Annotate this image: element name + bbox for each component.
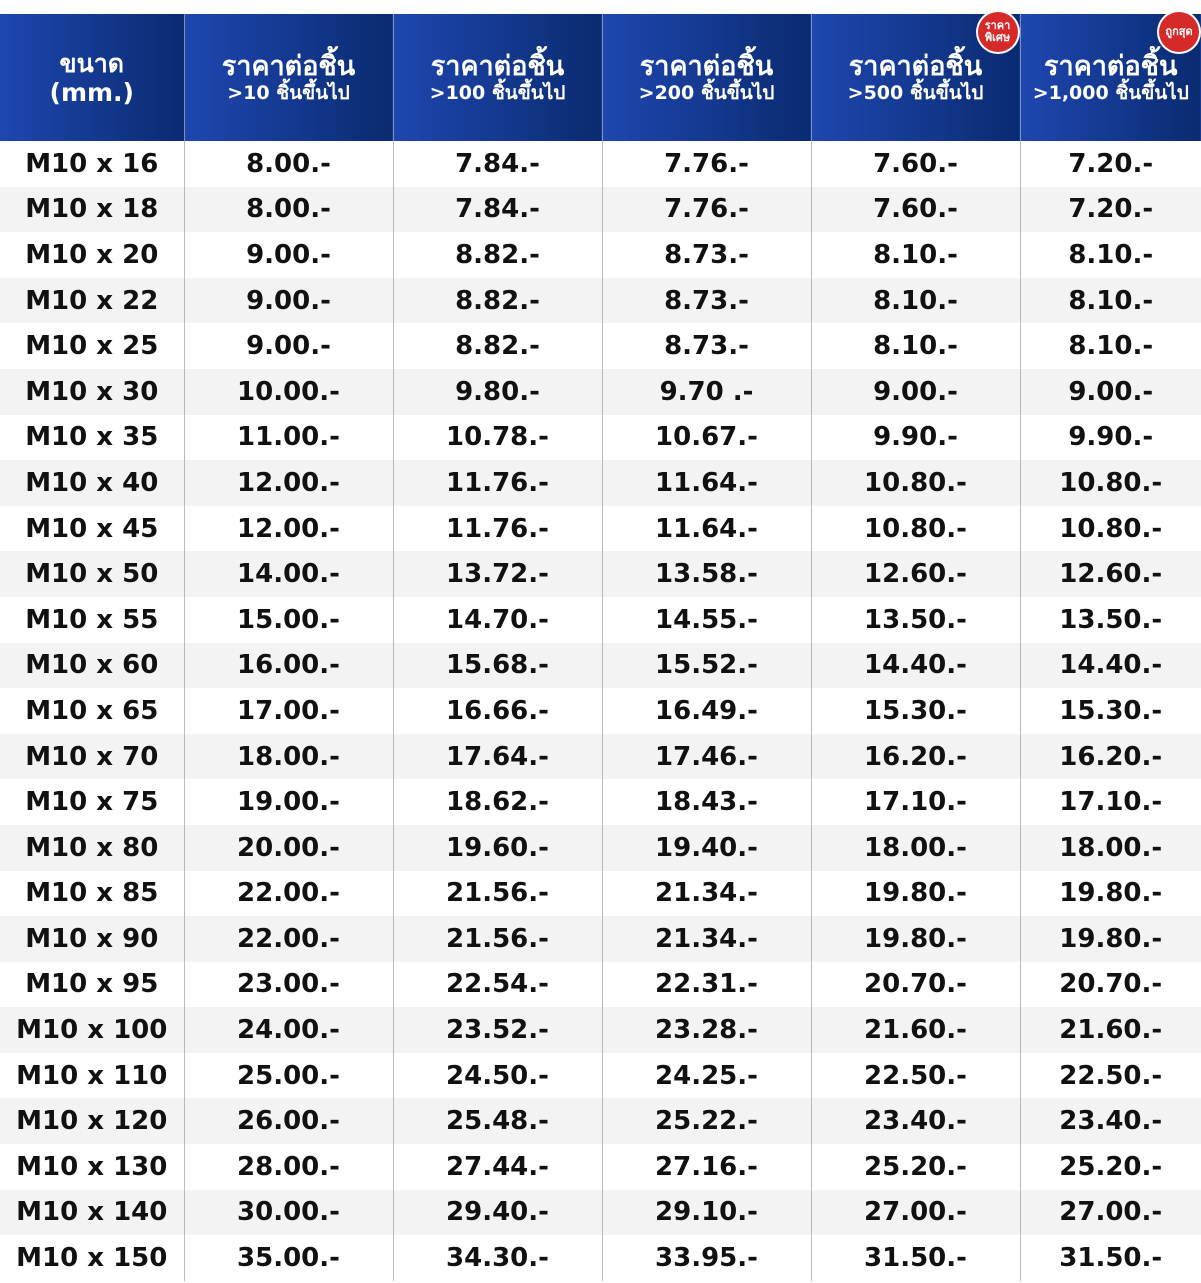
header-tier-200 — [602, 14, 811, 141]
price-200-cell: 11.64.- — [602, 460, 811, 506]
header-tier-10 — [184, 14, 393, 141]
price-500-cell: 8.10.- — [811, 232, 1020, 278]
table-row — [0, 506, 1201, 552]
price-10-cell: 12.00.- — [184, 506, 393, 552]
price-100-cell: 7.84.- — [393, 141, 602, 187]
price-500-cell: 15.30.- — [811, 688, 1020, 734]
header-size-unit: (mm.) — [49, 77, 134, 107]
price-100-cell: 24.50.- — [393, 1053, 602, 1099]
price-1000-cell: 8.10.- — [1020, 278, 1201, 324]
price-200-cell: 8.73.- — [602, 232, 811, 278]
size-cell: M10 x 40 — [0, 460, 184, 506]
price-10-cell: 12.00.- — [184, 460, 393, 506]
price-10-cell: 35.00.- — [184, 1235, 393, 1281]
price-500-cell: 9.00.- — [811, 369, 1020, 415]
price-200-cell: 8.73.- — [602, 323, 811, 369]
price-500-cell: 17.10.- — [811, 779, 1020, 825]
price-100-cell: 9.80.- — [393, 369, 602, 415]
price-200-cell: 7.76.- — [602, 141, 811, 187]
size-cell: M10 x 65 — [25, 695, 159, 726]
price-100-cell: 8.82.- — [393, 278, 602, 324]
price-100-cell: 19.60.- — [393, 825, 602, 871]
size-cell: M10 x 45 — [25, 513, 159, 544]
price-500-cell: 13.50.- — [811, 597, 1020, 643]
header-size — [0, 14, 184, 141]
tier-quantity: >500 ชิ้นขึ้นไป — [847, 81, 984, 104]
size-cell: M10 x 75 — [25, 787, 159, 818]
price-200-cell: 19.40.- — [602, 825, 811, 871]
table-row — [0, 643, 1201, 689]
price-1000-cell: 12.60.- — [1020, 551, 1201, 597]
size-cell: M10 x 16 — [25, 148, 159, 179]
price-100-cell: 11.76.- — [393, 460, 602, 506]
price-1000-cell: 23.40.- — [1020, 1098, 1201, 1144]
price-10-cell: 22.00.- — [184, 871, 393, 917]
price-500-cell: 16.20.- — [811, 734, 1020, 780]
price-200-cell: 14.55.- — [602, 597, 811, 643]
size-cell: M10 x 70 — [0, 734, 184, 780]
price-500-cell: 31.50.- — [811, 1235, 1020, 1281]
price-1000-cell: 17.10.- — [1020, 779, 1201, 825]
price-500-cell: 23.40.- — [811, 1098, 1020, 1144]
size-cell: M10 x 20 — [25, 239, 159, 270]
tier-title: ราคาต่อชิ้น — [1044, 50, 1178, 82]
price-100-cell: 29.40.- — [393, 1190, 602, 1236]
tier-title: ราคาต่อชิ้น — [430, 50, 565, 82]
header-tier-500 — [811, 14, 1020, 141]
price-1000-cell: 15.30.- — [1020, 688, 1201, 734]
price-100-cell: 17.64.- — [393, 734, 602, 780]
price-200-cell: 29.10.- — [602, 1190, 811, 1236]
size-cell: M10 x 55 — [25, 604, 159, 635]
tier-title: ราคาต่อชิ้น — [221, 50, 356, 82]
table-row — [0, 734, 1201, 780]
price-100-cell: 25.48.- — [393, 1098, 602, 1144]
price-500-cell: 9.90.- — [811, 415, 1020, 461]
size-cell: M10 x 95 — [25, 969, 159, 1000]
price-1000-cell: 7.20.- — [1020, 187, 1201, 233]
price-200-cell: 9.70 .- — [602, 369, 811, 415]
price-1000-cell: 27.00.- — [1020, 1190, 1201, 1236]
header-tier-100 — [393, 14, 602, 141]
price-10-cell: 15.00.- — [184, 597, 393, 643]
price-10-cell: 14.00.- — [184, 551, 393, 597]
price-1000-cell: 9.00.- — [1020, 369, 1201, 415]
tier-quantity: >200 ชิ้นขึ้นไป — [638, 81, 775, 104]
price-1000-cell: 18.00.- — [1020, 825, 1201, 871]
price-1000-cell: 19.80.- — [1020, 871, 1201, 917]
size-cell: M10 x 30 — [0, 369, 184, 415]
price-100-cell: 10.78.- — [393, 415, 602, 461]
price-200-cell: 13.58.- — [602, 551, 811, 597]
price-200-cell: 17.46.- — [602, 734, 811, 780]
price-500-cell: 21.60.- — [811, 1007, 1020, 1053]
price-1000-cell: 20.70.- — [1020, 962, 1201, 1008]
size-cell: M10 x 110 — [16, 1060, 168, 1091]
price-200-cell: 33.95.- — [602, 1235, 811, 1281]
price-100-cell: 11.76.- — [393, 506, 602, 552]
price-10-cell: 25.00.- — [184, 1053, 393, 1099]
price-200-cell: 24.25.- — [602, 1053, 811, 1099]
price-100-cell: 34.30.- — [393, 1235, 602, 1281]
price-500-cell: 19.80.- — [811, 916, 1020, 962]
header-row — [0, 14, 1201, 141]
size-cell: M10 x 150 — [16, 1243, 168, 1274]
price-500-cell: 8.10.- — [811, 323, 1020, 369]
table-row — [0, 278, 1201, 324]
price-100-cell: 27.44.- — [393, 1144, 602, 1190]
size-cell: M10 x 80 — [0, 825, 184, 871]
price-10-cell: 24.00.- — [184, 1007, 393, 1053]
price-200-cell: 16.49.- — [602, 688, 811, 734]
price-100-cell: 18.62.- — [393, 779, 602, 825]
price-10-cell: 30.00.- — [184, 1190, 393, 1236]
size-cell: M10 x 120 — [0, 1098, 184, 1144]
price-10-cell: 11.00.- — [184, 415, 393, 461]
price-100-cell: 21.56.- — [393, 871, 602, 917]
size-cell: M10 x 60 — [0, 643, 184, 689]
table-row — [0, 871, 1201, 917]
table-row — [0, 460, 1201, 506]
price-500-cell: 19.80.- — [811, 871, 1020, 917]
price-500-cell: 10.80.- — [811, 460, 1020, 506]
price-1000-cell: 19.80.- — [1020, 916, 1201, 962]
price-500-cell: 20.70.- — [811, 962, 1020, 1008]
price-1000-cell: 7.20.- — [1020, 141, 1201, 187]
price-1000-cell: 16.20.- — [1020, 734, 1201, 780]
price-200-cell: 21.34.- — [602, 871, 811, 917]
price-10-cell: 9.00.- — [184, 323, 393, 369]
price-200-cell: 10.67.- — [602, 415, 811, 461]
price-200-cell: 18.43.- — [602, 779, 811, 825]
size-cell: M10 x 90 — [0, 916, 184, 962]
price-100-cell: 13.72.- — [393, 551, 602, 597]
price-10-cell: 8.00.- — [184, 141, 393, 187]
table-row — [0, 1235, 1201, 1281]
tier-quantity: >1,000 ชิ้นขึ้นไป — [1032, 81, 1189, 104]
price-100-cell: 21.56.- — [393, 916, 602, 962]
tier-quantity: >100 ชิ้นขึ้นไป — [429, 81, 566, 104]
table-row — [0, 1190, 1201, 1236]
table-row — [0, 1007, 1201, 1053]
price-200-cell: 25.22.- — [602, 1098, 811, 1144]
table-row — [0, 916, 1201, 962]
price-1000-cell: 31.50.- — [1020, 1235, 1201, 1281]
cheapest-badge: ถูกสุด — [1159, 12, 1199, 52]
price-200-cell: 8.73.- — [602, 278, 811, 324]
size-cell: M10 x 22 — [0, 278, 184, 324]
table-row — [0, 825, 1201, 871]
price-1000-cell: 8.10.- — [1020, 323, 1201, 369]
table-row — [0, 187, 1201, 233]
price-200-cell: 22.31.- — [602, 962, 811, 1008]
price-100-cell: 7.84.- — [393, 187, 602, 233]
table-row — [0, 688, 1201, 734]
table-row — [0, 551, 1201, 597]
price-10-cell: 9.00.- — [184, 232, 393, 278]
price-500-cell: 7.60.- — [811, 187, 1020, 233]
price-500-cell: 25.20.- — [811, 1144, 1020, 1190]
price-table — [0, 14, 1201, 1281]
table-row — [0, 141, 1201, 187]
price-500-cell: 18.00.- — [811, 825, 1020, 871]
table-row — [0, 232, 1201, 278]
price-1000-cell: 10.80.- — [1020, 506, 1201, 552]
price-10-cell: 26.00.- — [184, 1098, 393, 1144]
price-10-cell: 20.00.- — [184, 825, 393, 871]
price-1000-cell: 9.90.- — [1020, 415, 1201, 461]
price-200-cell: 15.52.- — [602, 643, 811, 689]
price-200-cell: 27.16.- — [602, 1144, 811, 1190]
price-10-cell: 9.00.- — [184, 278, 393, 324]
size-cell: M10 x 100 — [0, 1007, 184, 1053]
table-row — [0, 597, 1201, 643]
price-1000-cell: 22.50.- — [1020, 1053, 1201, 1099]
price-100-cell: 22.54.- — [393, 962, 602, 1008]
table-row — [0, 415, 1201, 461]
table-row — [0, 369, 1201, 415]
price-200-cell: 11.64.- — [602, 506, 811, 552]
size-cell: M10 x 25 — [25, 331, 159, 362]
price-500-cell: 22.50.- — [811, 1053, 1020, 1099]
table-row — [0, 1053, 1201, 1099]
price-10-cell: 18.00.- — [184, 734, 393, 780]
price-100-cell: 23.52.- — [393, 1007, 602, 1053]
size-cell: M10 x 35 — [25, 422, 159, 453]
price-200-cell: 7.76.- — [602, 187, 811, 233]
header-size-label: ขนาด — [59, 48, 124, 78]
price-10-cell: 17.00.- — [184, 688, 393, 734]
price-10-cell: 22.00.- — [184, 916, 393, 962]
table-row — [0, 1098, 1201, 1144]
price-10-cell: 19.00.- — [184, 779, 393, 825]
price-10-cell: 23.00.- — [184, 962, 393, 1008]
table-row — [0, 323, 1201, 369]
header-tier-1000 — [1020, 14, 1201, 141]
price-10-cell: 16.00.- — [184, 643, 393, 689]
size-cell: M10 x 140 — [0, 1190, 184, 1236]
price-10-cell: 8.00.- — [184, 187, 393, 233]
price-10-cell: 10.00.- — [184, 369, 393, 415]
price-1000-cell: 10.80.- — [1020, 460, 1201, 506]
tier-title: ราคาต่อชิ้น — [848, 50, 983, 82]
tier-quantity: >10 ชิ้นขึ้นไป — [227, 81, 350, 104]
price-500-cell: 12.60.- — [811, 551, 1020, 597]
price-100-cell: 8.82.- — [393, 323, 602, 369]
price-500-cell: 7.60.- — [811, 141, 1020, 187]
price-1000-cell: 8.10.- — [1020, 232, 1201, 278]
price-1000-cell: 25.20.- — [1020, 1144, 1201, 1190]
price-500-cell: 8.10.- — [811, 278, 1020, 324]
price-1000-cell: 14.40.- — [1020, 643, 1201, 689]
price-100-cell: 16.66.- — [393, 688, 602, 734]
table-body — [0, 141, 1201, 1281]
size-cell: M10 x 50 — [0, 551, 184, 597]
price-200-cell: 21.34.- — [602, 916, 811, 962]
special-price-badge: ราคา พิเศษ — [978, 12, 1018, 52]
price-100-cell: 8.82.- — [393, 232, 602, 278]
price-1000-cell: 21.60.- — [1020, 1007, 1201, 1053]
price-200-cell: 23.28.- — [602, 1007, 811, 1053]
price-10-cell: 28.00.- — [184, 1144, 393, 1190]
tier-title: ราคาต่อชิ้น — [639, 50, 774, 82]
price-100-cell: 15.68.- — [393, 643, 602, 689]
table-row — [0, 1144, 1201, 1190]
table-row — [0, 779, 1201, 825]
size-cell: M10 x 85 — [25, 878, 159, 909]
price-500-cell: 27.00.- — [811, 1190, 1020, 1236]
table-row — [0, 962, 1201, 1008]
price-1000-cell: 13.50.- — [1020, 597, 1201, 643]
price-500-cell: 10.80.- — [811, 506, 1020, 552]
price-500-cell: 14.40.- — [811, 643, 1020, 689]
price-100-cell: 14.70.- — [393, 597, 602, 643]
size-cell: M10 x 130 — [16, 1151, 168, 1182]
size-cell: M10 x 18 — [0, 187, 184, 233]
